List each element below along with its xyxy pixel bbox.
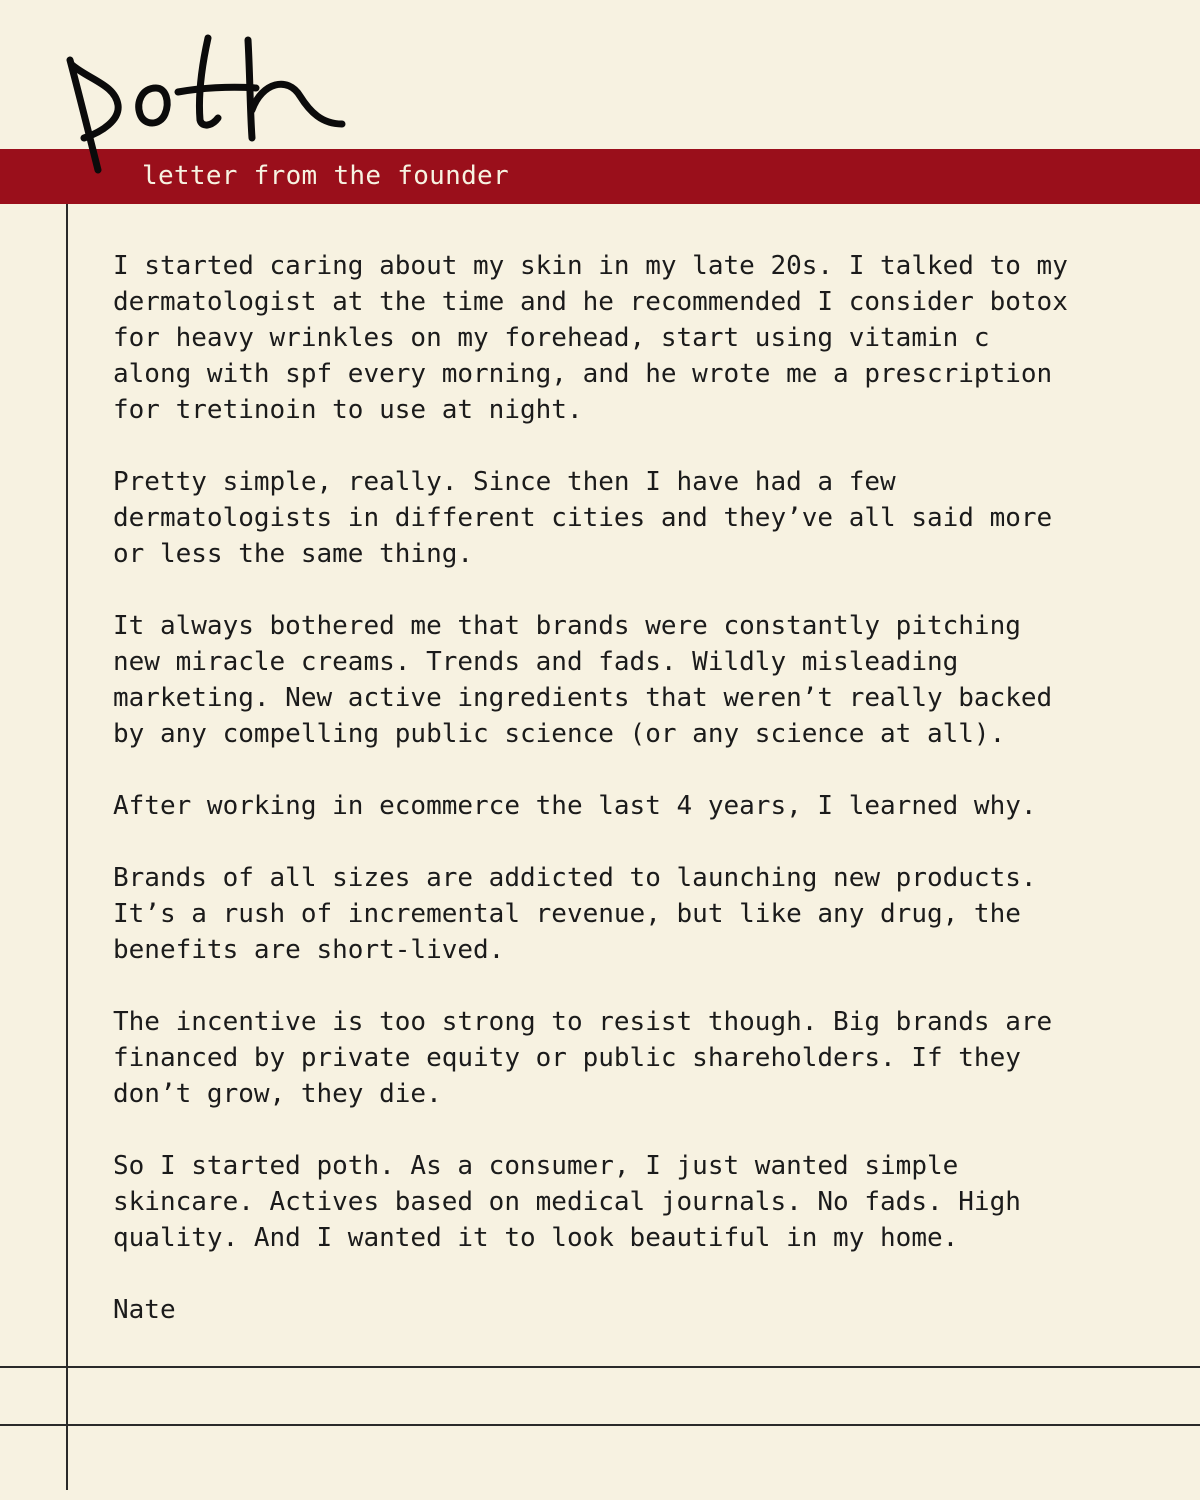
letter-paragraph-5: Brands of all sizes are addicted to launching new products. It’s a rush of incremental revenue, but like any drug, the benefits are short-lived.: [113, 863, 1037, 965]
signature: Nate: [113, 1295, 176, 1325]
letter-paragraph-6: The incentive is too strong to resist though. Big brands are financed by private equity or public shareholders. If they don’t grow, they die.: [113, 1007, 1053, 1109]
letter-body: [113, 248, 1183, 1328]
letter-paragraph-1: I started caring about my skin in my late 20s. I talked to my dermatologist at the time and he recommended I consider botox for heavy wrinkles on my forehead, start using vitamin c along with spf every morning, and he wrote me a prescription for tretinoin to use at night.: [113, 251, 1068, 425]
ruled-line-1: [0, 1366, 1200, 1368]
letter-paragraph-7: So I started poth. As a consumer, I just wanted simple skincare. Actives based on medical journals. No fads. High quality. And I wanted it to look beautiful in my home.: [113, 1151, 1021, 1253]
letter-paragraph-2: Pretty simple, really. Since then I have had a few dermatologists in different cities and they’ve all said more or less the same thing.: [113, 467, 1053, 569]
letter-paragraph-4: After working in ecommerce the last 4 years, I learned why.: [113, 791, 1037, 821]
margin-line: [66, 204, 68, 1490]
poth-logo: [60, 20, 360, 180]
letter-paragraph-3: It always bothered me that brands were constantly pitching new miracle creams. Trends and fads. Wildly misleading marketing. New active ingredients that weren’t really backed by any compelling public science (or any science at all).: [113, 611, 1053, 749]
page-title: letter from the founder: [142, 161, 509, 191]
ruled-line-2: [0, 1424, 1200, 1426]
